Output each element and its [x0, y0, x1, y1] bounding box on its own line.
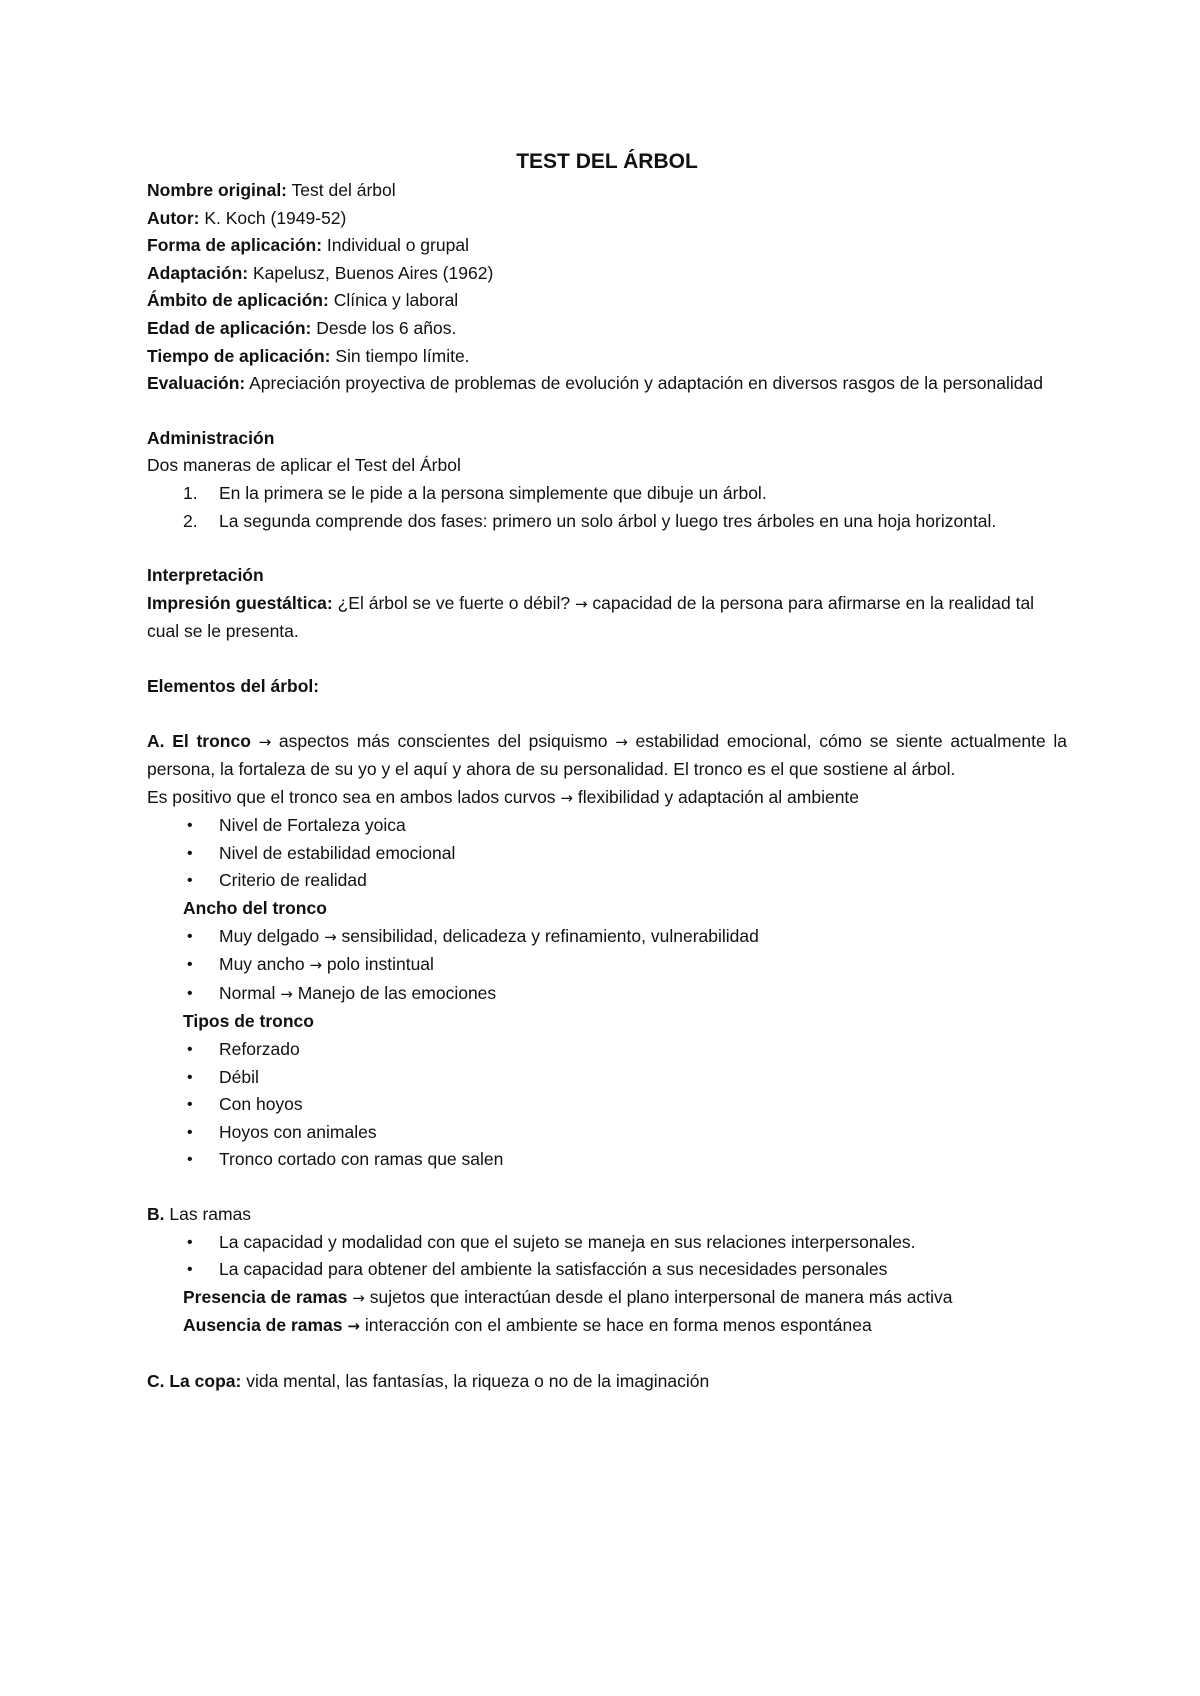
spacer	[147, 701, 1067, 728]
info-value: K. Koch (1949-52)	[199, 207, 347, 228]
presencia-text: sujetos que interactúan desde el plano interpersonal de manera más activa	[364, 1286, 953, 1307]
page-title: TEST DEL ÁRBOL	[516, 150, 698, 173]
presencia-line	[147, 1284, 1067, 1313]
list-item	[147, 923, 1067, 952]
numbered-list	[147, 480, 1067, 535]
info-line	[147, 287, 1067, 315]
info-label: Ámbito de aplicación:	[147, 290, 329, 311]
ramas-section	[147, 1201, 1067, 1341]
spacer	[147, 535, 1067, 562]
info-label: Adaptación:	[147, 262, 249, 283]
subheading: Tipos de tronco	[183, 1011, 314, 1032]
section-heading: Elementos del árbol:	[147, 675, 320, 696]
info-line	[147, 370, 1067, 398]
info-block	[147, 177, 1067, 398]
interpretacion-question: ¿El árbol se ve fuerte o débil?	[332, 592, 575, 613]
list-item: • Hoyos con animales	[147, 1119, 1067, 1147]
list-item: • Reforzado	[147, 1036, 1067, 1064]
tronco-text	[147, 728, 1067, 784]
list-item	[147, 480, 1067, 508]
presencia-label: Presencia de ramas	[183, 1286, 353, 1307]
copa-text: vida mental, las fantasías, la riqueza o no de la imaginación	[241, 1370, 710, 1391]
arrow-icon: →	[574, 594, 588, 613]
arrow-icon: →	[615, 732, 628, 751]
bullet-list	[147, 1036, 1067, 1174]
positivo-b: flexibilidad y adaptación al ambiente	[573, 786, 860, 807]
subheading: Ancho del tronco	[183, 898, 327, 919]
spacer	[147, 646, 1067, 673]
tronco-positivo	[147, 784, 1067, 813]
tronco-label: El tronco	[164, 730, 259, 751]
item-b: sensibilidad, delicadeza y refinamiento, vulnerabilidad	[336, 925, 759, 946]
list-item	[147, 951, 1067, 980]
item-text: La segunda comprende dos fases: primero un solo árbol y luego tres árboles en una hoja horizontal.	[219, 510, 997, 531]
item-a: Normal	[219, 982, 281, 1003]
ausencia-text: interacción con el ambiente se hace en forma menos espontánea	[359, 1315, 872, 1336]
info-value: Test del árbol	[287, 180, 396, 200]
section-heading: Interpretación	[147, 565, 264, 586]
spacer	[147, 398, 1067, 425]
copa-section	[147, 1368, 1067, 1396]
ausencia-label: Ausencia de ramas	[183, 1315, 348, 1336]
info-value: Clínica y laboral	[328, 290, 459, 311]
item-b: polo instintual	[322, 954, 434, 975]
info-line	[147, 177, 1067, 205]
tronco-section	[147, 728, 1067, 1175]
info-label: Forma de aplicación:	[147, 235, 323, 256]
section-letter: A.	[147, 730, 165, 751]
arrow-icon: →	[347, 1317, 360, 1336]
list-item: • La capacidad para obtener del ambiente la satisfacción a sus necesidades personales	[147, 1256, 1067, 1284]
tronco-part2: estabilidad emocional, cómo se siente actualmente la persona, la fortaleza de su yo y el aquí y ahora de su personalidad. El tronco es el que sostiene al árbol.	[147, 730, 1068, 780]
interpretacion-label: Impresión guestáltica:	[147, 592, 333, 613]
info-line	[147, 315, 1067, 343]
arrow-icon: →	[560, 788, 573, 807]
info-value: Individual o grupal	[322, 235, 469, 256]
section-letter: B.	[147, 1204, 165, 1224]
item-number: 2.	[183, 510, 198, 531]
info-line	[147, 343, 1067, 371]
item-number: 1.	[183, 482, 198, 503]
info-line	[147, 232, 1067, 260]
info-label: Tiempo de aplicación:	[147, 345, 331, 366]
list-item: • Tronco cortado con ramas que salen	[147, 1146, 1067, 1174]
tronco-part1: aspectos más conscientes del psiquismo	[271, 730, 616, 751]
arrow-icon: →	[258, 732, 272, 751]
list-item: • Criterio de realidad	[147, 867, 1067, 895]
item-a: Muy ancho	[219, 954, 310, 975]
info-label: Evaluación:	[147, 373, 246, 394]
spacer	[147, 1341, 1067, 1368]
arrow-icon: →	[280, 984, 293, 1003]
arrow-icon: →	[324, 927, 337, 946]
list-item: • La capacidad y modalidad con que el sujeto se maneja en sus relaciones interpersonales.	[147, 1229, 1067, 1257]
interpretacion-text	[147, 590, 1067, 646]
item-b: Manejo de las emociones	[292, 982, 497, 1003]
list-item	[147, 508, 1067, 536]
info-label: Autor:	[147, 207, 200, 228]
ramas-label: Las ramas	[164, 1204, 252, 1224]
info-value: Sin tiempo límite.	[330, 345, 470, 366]
list-item	[147, 980, 1067, 1009]
section-letter: C.	[147, 1370, 165, 1391]
positivo-a: Es positivo que el tronco sea en ambos lados curvos	[147, 786, 561, 807]
bullet-list	[147, 812, 1067, 895]
interpretacion-rest: capacidad de la persona para afirmarse en la realidad tal cual se le presenta.	[147, 592, 1035, 642]
item-a: Muy delgado	[219, 925, 325, 946]
spacer	[147, 1174, 1067, 1201]
list-item: • Con hoyos	[147, 1091, 1067, 1119]
item-text: En la primera se le pide a la persona simplemente que dibuje un árbol.	[219, 482, 767, 503]
ramas-heading	[147, 1201, 1067, 1229]
list-item: • Nivel de Fortaleza yoica	[147, 812, 1067, 840]
section-intro: Dos maneras de aplicar el Test del Árbol	[147, 455, 461, 476]
copa-label: La copa:	[164, 1370, 242, 1391]
arrow-icon: →	[352, 1288, 365, 1307]
info-line	[147, 260, 1067, 288]
interpretacion-section	[147, 562, 1067, 646]
info-label: Edad de aplicación:	[147, 317, 312, 338]
list-item: • Nivel de estabilidad emocional	[147, 840, 1067, 868]
bullet-list	[147, 1229, 1067, 1284]
list-item: • Débil	[147, 1064, 1067, 1092]
info-value: Kapelusz, Buenos Aires (1962)	[248, 262, 494, 283]
section-heading: Administración	[147, 427, 275, 448]
administracion-section	[147, 425, 1067, 535]
info-label: Nombre original:	[147, 180, 288, 200]
info-line	[147, 205, 1067, 233]
copa-line	[147, 1368, 1067, 1396]
arrow-icon: →	[309, 956, 323, 975]
document-page	[147, 147, 1067, 1396]
info-value: Apreciación proyectiva de problemas de evolución y adaptación en diversos rasgos de la personalidad	[245, 373, 1043, 394]
bullet-list	[147, 923, 1067, 1009]
info-value: Desde los 6 años.	[311, 317, 457, 338]
ausencia-line	[147, 1312, 1067, 1341]
